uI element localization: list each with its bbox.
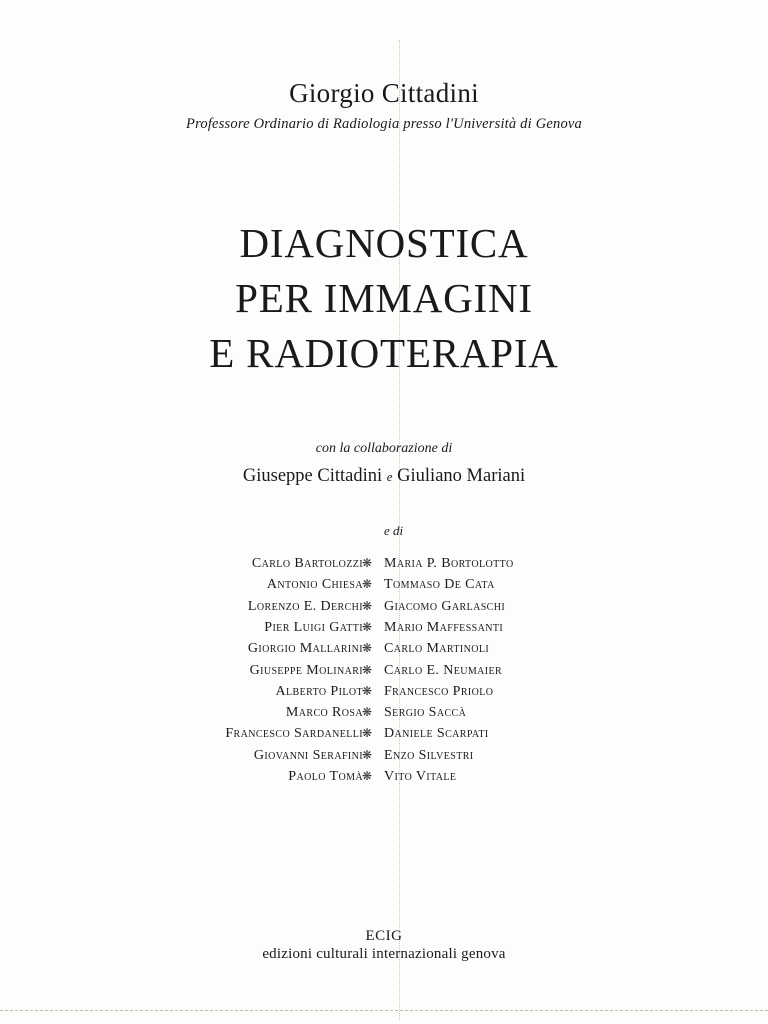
contributor-row <box>0 556 768 577</box>
contributor-row <box>0 726 768 747</box>
contributor-row <box>0 599 768 620</box>
author-name: Giorgio Cittadini <box>289 78 479 108</box>
publisher-short: ECIG <box>365 928 403 944</box>
bullet-icon: ❋ <box>361 769 373 783</box>
contributor-name-right: Carlo E. Neumaier <box>384 662 503 678</box>
author-affiliation: Professore Ordinario di Radiologia presso l'Università di Genova <box>186 116 582 132</box>
contributor-name-left: Alberto Pilot <box>275 683 363 699</box>
contributor-name-right: Carlo Martinoli <box>384 641 490 657</box>
contributor-name-left: Paolo Tomà <box>288 769 363 784</box>
contributor-row <box>0 663 768 684</box>
contributor-name-left: Francesco Sardanelli <box>225 726 363 742</box>
bullet-icon: ❋ <box>361 662 373 677</box>
bottom-edge-line <box>0 1010 768 1011</box>
title-line: E RADIOTERAPIA <box>209 330 559 376</box>
bullet-icon: ❋ <box>361 726 373 741</box>
bullet-icon: ❋ <box>361 619 373 634</box>
collaborator-name: Giuliano Mariani <box>397 466 526 486</box>
contributor-name-right: Giacomo Garlaschi <box>384 598 506 614</box>
book-title <box>0 216 768 381</box>
bullet-icon: ❋ <box>361 641 373 656</box>
contributor-name-right: Vito Vitale <box>384 769 457 784</box>
bullet-icon: ❋ <box>361 683 373 698</box>
contributor-name-right: Enzo Silvestri <box>384 747 474 763</box>
contributor-row <box>0 705 768 726</box>
contributor-row <box>0 577 768 598</box>
contributor-name-left: Carlo Bartolozzi <box>251 556 363 571</box>
contributor-row <box>0 684 768 705</box>
collaborators <box>0 466 768 487</box>
contributor-name-left: Giorgio Mallarini <box>247 641 363 657</box>
and-label: e di <box>384 523 404 538</box>
bullet-icon: ❋ <box>361 598 373 613</box>
bullet-icon: ❋ <box>361 705 373 720</box>
collaborator-name: Giuseppe Cittadini <box>242 466 383 486</box>
title-line: PER IMMAGINI <box>235 275 533 321</box>
contributor-name-right: Francesco Priolo <box>384 683 494 699</box>
contributor-name-right: Tommaso De Cata <box>384 577 495 593</box>
bullet-icon: ❋ <box>361 747 373 762</box>
contributor-name-left: Giovanni Serafini <box>253 747 363 763</box>
contributor-name-left: Pier Luigi Gatti <box>264 619 363 635</box>
contributor-name-left: Giuseppe Molinari <box>249 662 363 678</box>
contributor-row <box>0 769 768 790</box>
collaborator-separator: e <box>386 469 393 484</box>
contributor-name-left: Marco Rosa <box>285 705 363 721</box>
contributor-name-left: Lorenzo E. Derchi <box>247 598 363 614</box>
contributor-row <box>0 620 768 641</box>
collaboration-intro: con la collaborazione di <box>315 441 453 456</box>
contributor-name-right: Maria P. Bortolotto <box>384 556 514 571</box>
title-line: DIAGNOSTICA <box>239 220 529 266</box>
contributor-name-left: Antonio Chiesa <box>266 577 363 593</box>
bullet-icon: ❋ <box>361 556 373 570</box>
publisher-full: edizioni culturali internazionali genova <box>262 946 506 962</box>
contributor-row <box>0 748 768 769</box>
contributor-row <box>0 641 768 662</box>
contributor-name-right: Sergio Saccà <box>384 705 467 721</box>
bullet-icon: ❋ <box>361 577 373 592</box>
contributor-name-right: Daniele Scarpati <box>384 726 489 742</box>
contributor-name-right: Mario Maffessanti <box>384 619 504 635</box>
